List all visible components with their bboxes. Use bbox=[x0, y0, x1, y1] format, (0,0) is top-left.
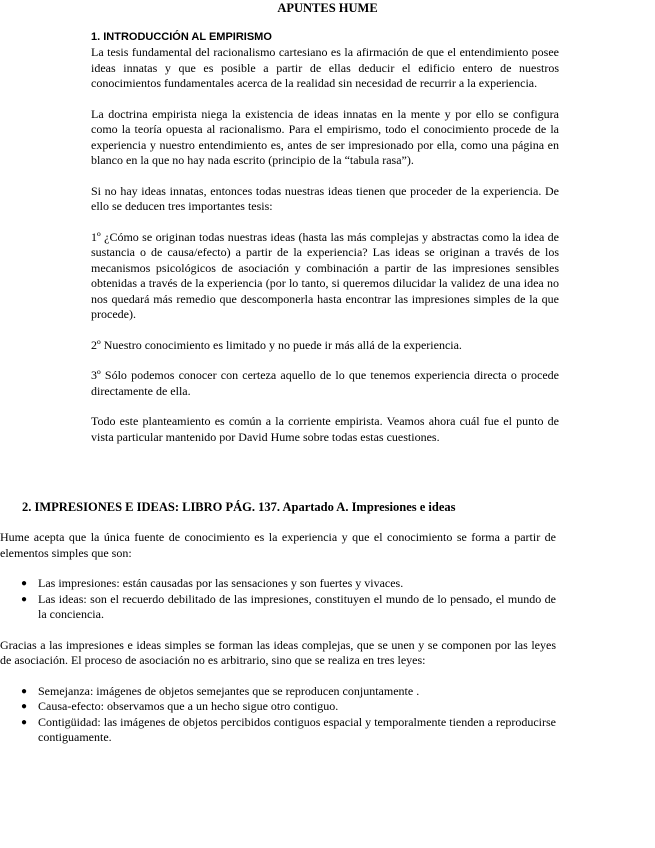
section-2-heading: 2. IMPRESIONES E IDEAS: LIBRO PÁG. 137. Apartado A. Impresiones e ideas bbox=[22, 500, 456, 514]
section-introduction bbox=[91, 30, 559, 445]
list-item: ● Las impresiones: están causadas por las sensaciones y son fuertes y vivaces. bbox=[21, 576, 404, 590]
paragraph-thesis-1: 1º ¿Cómo se originan todas nuestras ideas (hasta las más complejas y abstractas como la idea de sustancia o de causa/efecto) a partir de la experiencia? Las ideas se originan a través de los mecanismos psicológicos de asociación y combinación a partir de las impresiones sensibles obtenidas a través de la experiencia (por lo tanto, si queremos dilucidar la validez de una idea no nos quedará más remedio que descomponerla hasta encontrar las impresiones simples de la que procede). bbox=[91, 229, 559, 321]
paragraph-thesis-3: 3º Sólo podemos conocer con certeza aquello de lo que tenemos experiencia directa o procede directamente de ella. bbox=[91, 368, 559, 398]
section-impressions-ideas bbox=[0, 530, 556, 746]
list-item: ● Las ideas: son el recuerdo debilitado de las impresiones, constituyen el mundo de lo pensado, el mundo de la conciencia. bbox=[21, 591, 556, 621]
bullet-icon: ● bbox=[21, 685, 28, 697]
paragraph-thesis-2: 2º Nuestro conocimiento es limitado y no puede ir más allá de la experiencia. bbox=[91, 337, 462, 352]
bullet-icon: ● bbox=[21, 578, 28, 589]
paragraph-empiricism: La doctrina empirista niega la existencia de ideas innatas en la mente y por ello se configura como la teoría opuesta al racionalismo. Para el empirismo, todo el conocimiento procede de la experiencia y nuestro entendimiento es, antes de ser impresionado por ella, como una página en blanco en la que no hay nada escrito (principio de la “tabula rasa”). bbox=[91, 106, 559, 167]
list-item: ● Causa-efecto: observamos que a un hecho sigue otro contiguo. bbox=[21, 699, 339, 713]
bullet-icon: ● bbox=[21, 716, 28, 728]
paragraph-theses-intro: Si no hay ideas innatas, entonces todas nuestras ideas tienen que proceder de la experiencia. De ello se deducen tres importantes tesis: bbox=[91, 183, 559, 213]
document-title: APUNTES HUME bbox=[277, 1, 378, 15]
list-simple-elements bbox=[0, 576, 556, 623]
list-association-laws bbox=[0, 684, 556, 746]
bullet-icon: ● bbox=[21, 701, 28, 712]
bullet-icon: ● bbox=[21, 593, 28, 605]
section-1-heading: 1. INTRODUCCIÓN AL EMPIRISMO bbox=[91, 31, 272, 43]
list-item: ● Semejanza: imágenes de objetos semejantes que se reproducen conjuntamente . bbox=[21, 683, 420, 698]
paragraph-hume-transition: Todo este planteamiento es común a la corriente empirista. Veamos ahora cuál fue el punto de vista particular mantenido por David Hume sobre todas estas cuestiones. bbox=[91, 414, 559, 444]
paragraph-hume-knowledge: Hume acepta que la única fuente de conocimiento es la experiencia y que el conocimiento se forma a partir de elementos simples que son: bbox=[0, 530, 556, 560]
paragraph-rationalism: La tesis fundamental del racionalismo cartesiano es la afirmación de que el entendimiento posee ideas innatas y que es posible a partir de ellas deducir el edificio entero de nuestros conocimientos fundamentales acerca de la realidad sin necesidad de recurrir a la experiencia. bbox=[91, 45, 559, 90]
paragraph-association: Gracias a las impresiones e ideas simples se forman las ideas complejas, que se unen y se componen por las leyes de asociación. El proceso de asociación no es arbitrario, sino que se realiza en tres leyes: bbox=[0, 637, 556, 667]
list-item: ● Contigüidad: las imágenes de objetos percibidos contiguos espacial y temporalmente tienden a reproducirse contiguamente. bbox=[21, 714, 556, 744]
